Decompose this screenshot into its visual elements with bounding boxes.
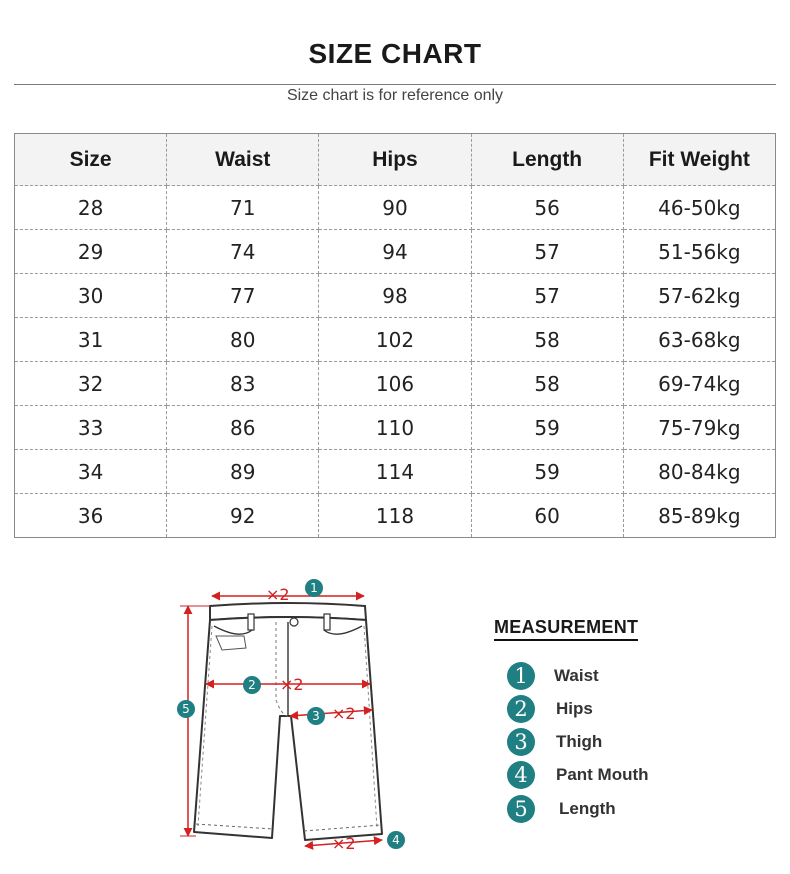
table-cell: 71 (167, 186, 319, 230)
number-badge: 3 (507, 728, 535, 756)
marker-5 (177, 700, 195, 718)
svg-text:1: 1 (310, 581, 318, 595)
table-row (15, 450, 776, 494)
measurement-title: MEASUREMENT (494, 617, 638, 641)
marker-2 (243, 676, 261, 694)
table-cell: 60 (471, 494, 623, 538)
table-row (15, 406, 776, 450)
marker-1 (305, 579, 323, 597)
table-cell: 106 (319, 362, 471, 406)
table-row (15, 186, 776, 230)
column-header: Fit Weight (623, 134, 775, 186)
number-badge: 4 (507, 761, 535, 789)
table-cell: 75-79kg (623, 406, 775, 450)
svg-text:5: 5 (182, 702, 190, 716)
table-cell: 58 (471, 318, 623, 362)
table-cell: 31 (15, 318, 167, 362)
table-cell: 80-84kg (623, 450, 775, 494)
table-cell: 59 (471, 450, 623, 494)
table-cell: 58 (471, 362, 623, 406)
marker-4 (387, 831, 405, 849)
title-divider (14, 84, 776, 85)
table-cell: 34 (15, 450, 167, 494)
number-badge: 5 (507, 795, 535, 823)
table-cell: 90 (319, 186, 471, 230)
measurement-label: Thigh (556, 732, 603, 751)
table-cell: 46-50kg (623, 186, 775, 230)
waist-multiplier: ×2 (266, 585, 290, 604)
table-cell: 114 (319, 450, 471, 494)
table-cell: 32 (15, 362, 167, 406)
hips-multiplier: ×2 (280, 675, 304, 694)
column-header: Hips (319, 134, 471, 186)
table-cell: 94 (319, 230, 471, 274)
table-cell: 29 (15, 230, 167, 274)
table-row (15, 318, 776, 362)
measurement-label: Hips (556, 699, 593, 718)
number-badge: 2 (507, 695, 535, 723)
table-cell: 74 (167, 230, 319, 274)
measurement-label: Pant Mouth (556, 765, 649, 784)
svg-text:4: 4 (392, 833, 400, 847)
number-badge: 1 (507, 662, 535, 690)
table-row (15, 362, 776, 406)
table-row (15, 230, 776, 274)
table-cell: 83 (167, 362, 319, 406)
table-header-row (15, 134, 776, 186)
table-cell: 102 (319, 318, 471, 362)
measurement-label: Waist (554, 666, 599, 685)
table-cell: 92 (167, 494, 319, 538)
table-cell: 85-89kg (623, 494, 775, 538)
table-cell: 30 (15, 274, 167, 318)
table-cell: 28 (15, 186, 167, 230)
table-cell: 57 (471, 230, 623, 274)
table-cell: 63-68kg (623, 318, 775, 362)
table-cell: 57-62kg (623, 274, 775, 318)
svg-text:3: 3 (312, 709, 320, 723)
table-cell: 57 (471, 274, 623, 318)
shorts-button (290, 618, 298, 626)
table-cell: 118 (319, 494, 471, 538)
table-cell: 51-56kg (623, 230, 775, 274)
thigh-multiplier: ×2 (332, 704, 356, 723)
table-cell: 56 (471, 186, 623, 230)
column-header: Length (471, 134, 623, 186)
table-row (15, 274, 776, 318)
svg-text:2: 2 (248, 678, 256, 692)
page-title: SIZE CHART (308, 38, 482, 69)
table-cell: 98 (319, 274, 471, 318)
table-cell: 110 (319, 406, 471, 450)
table-cell: 36 (15, 494, 167, 538)
table-cell: 86 (167, 406, 319, 450)
pant-mouth-multiplier: ×2 (332, 834, 356, 853)
page-subtitle: Size chart is for reference only (286, 87, 504, 104)
table-cell: 77 (167, 274, 319, 318)
column-header: Waist (167, 134, 319, 186)
table-cell: 59 (471, 406, 623, 450)
table-cell: 33 (15, 406, 167, 450)
column-header: Size (15, 134, 167, 186)
marker-3 (307, 707, 325, 725)
table-cell: 69-74kg (623, 362, 775, 406)
shorts-diagram (160, 570, 420, 870)
measurement-label: Length (559, 799, 616, 818)
size-table (14, 133, 776, 538)
table-cell: 80 (167, 318, 319, 362)
table-row (15, 494, 776, 538)
table-cell: 89 (167, 450, 319, 494)
